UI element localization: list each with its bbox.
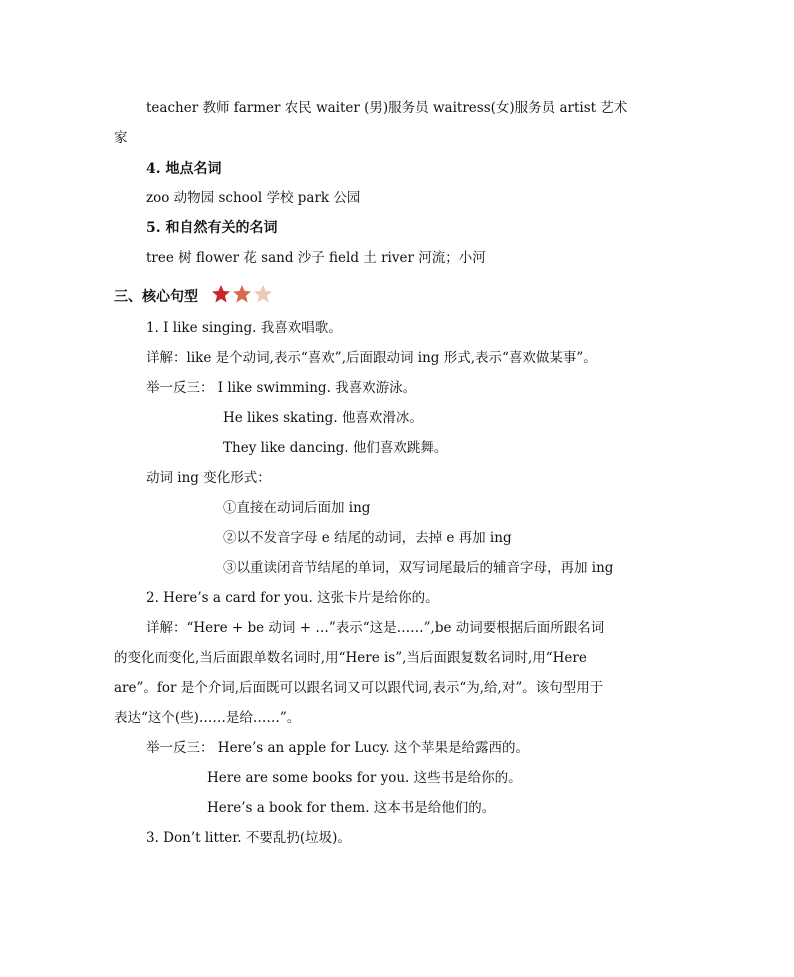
star-icon-1 (212, 285, 230, 303)
examples-label-2: 举一反三： (146, 740, 214, 756)
sentence-2-explanation-line-3: are”。for 是个介词,后面既可以跟名词又可以跟代词,表示“为,给,对”。该句型用于 (114, 680, 604, 696)
jobs-vocab-line-2: 家 (114, 130, 128, 146)
rating-stars (211, 284, 275, 304)
section-3-title (114, 284, 275, 307)
ing-rule-1: ①直接在动词后面加 ing (223, 500, 371, 516)
star-icon-2 (233, 285, 251, 303)
sentence-1: 1. I like singing. 我喜欢唱歌。 (146, 320, 342, 336)
example-2-2: Here are some books for you. 这些书是给你的。 (207, 770, 522, 786)
place-nouns-heading: 4. 地点名词 (146, 161, 222, 177)
place-nouns-words: zoo 动物园 school 学校 park 公园 (146, 190, 361, 206)
sentence-1-examples-first (146, 378, 416, 398)
example-1: I like swimming. 我喜欢游泳。 (217, 380, 417, 396)
examples-label: 举一反三： (146, 380, 214, 396)
stars-svg (211, 284, 275, 304)
jobs-vocab-line-1: teacher 教师 farmer 农民 waiter (男)服务员 waitress(女)服务员 artist 艺术 (146, 100, 628, 116)
sentence-2: 2. Here’s a card for you. 这张卡片是给你的。 (146, 590, 439, 606)
ing-rule-2: ②以不发音字母 e 结尾的动词，去掉 e 再加 ing (223, 530, 512, 546)
sentence-2-explanation-line-4: 表达“这个(些)……是给……”。 (114, 710, 301, 726)
sentence-2-explanation-line-2: 的变化而变化,当后面跟单数名词时,用“Here is”,当后面跟复数名词时,用“Here (114, 650, 587, 666)
sentence-2-examples-first (146, 738, 529, 758)
nature-nouns-heading: 5. 和自然有关的名词 (146, 220, 278, 236)
ing-rule-3: ③以重读闭音节结尾的单词，双写词尾最后的辅音字母，再加 ing (223, 560, 614, 576)
nature-nouns-words: tree 树 flower 花 sand 沙子 field 土 river 河流；小河 (146, 250, 486, 266)
example-2: He likes skating. 他喜欢滑冰。 (223, 410, 423, 426)
sentence-1-explanation: 详解：like 是个动词,表示“喜欢”,后面跟动词 ing 形式,表示“喜欢做某事”。 (146, 350, 597, 366)
section-3-title-text: 三、核心句型 (114, 289, 198, 305)
example-2-1: Here’s an apple for Lucy. 这个苹果是给露西的。 (217, 740, 529, 756)
sentence-3: 3. Don’t litter. 不要乱扔(垃圾)。 (146, 830, 351, 846)
example-2-3: Here’s a book for them. 这本书是给他们的。 (207, 800, 496, 816)
example-3: They like dancing. 他们喜欢跳舞。 (223, 440, 448, 456)
star-icon-3 (254, 285, 272, 303)
sentence-2-explanation-line-1: 详解：“Here + be 动词 + …”表示“这是……”,be 动词要根据后面所跟名词 (146, 620, 605, 636)
ing-forms-title: 动词 ing 变化形式： (146, 470, 271, 486)
